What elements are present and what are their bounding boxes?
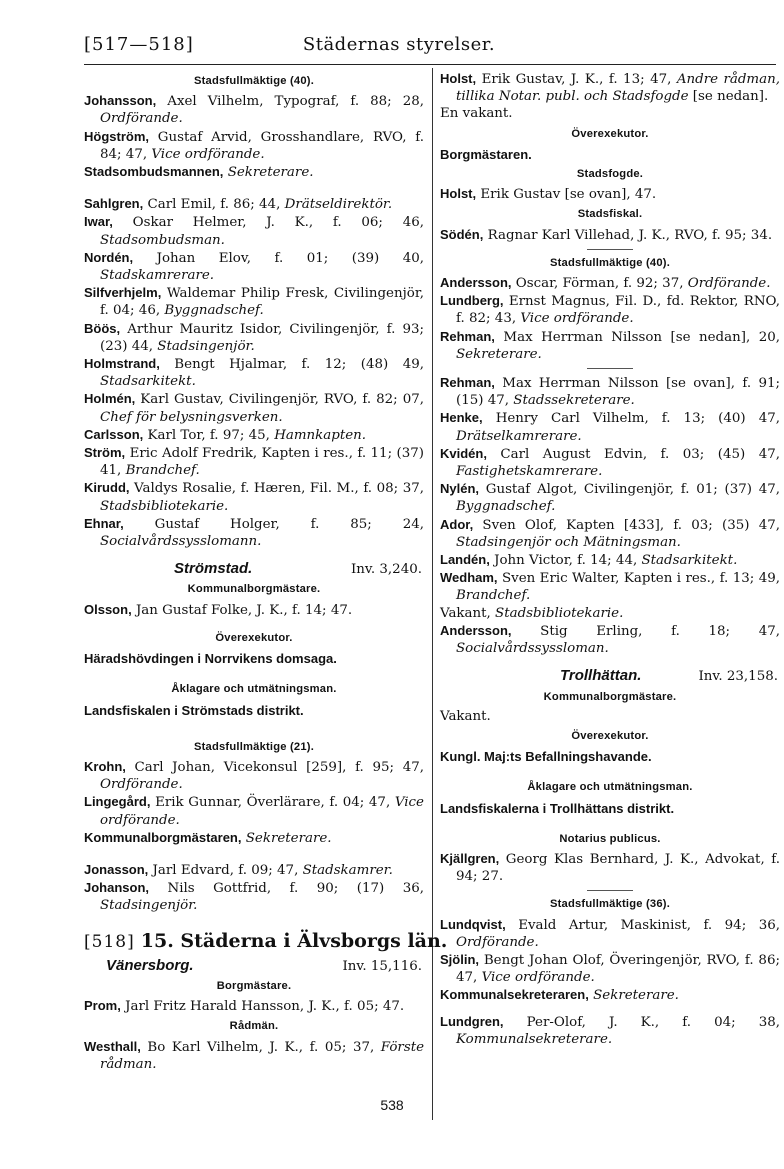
section-heading: Stadsfullmäktige (40). [549, 256, 671, 269]
entry: Westhall, Bo Karl Vilhelm, J. K., f. 05; 37, Förste rådman. [84, 1038, 424, 1072]
entry: Krohn, Carl Johan, Vicekonsul [259], f. 95; 47, Ordförande. [84, 758, 424, 793]
town-name: Trollhättan. [560, 667, 642, 685]
section-heading: Rådmän. [229, 1020, 279, 1033]
chapter-ref: [518] [84, 931, 135, 952]
entry: Lundqvist, Evald Artur, Maskinist, f. 94; 36, Ordförande. [440, 916, 780, 950]
office-holder: Landsfiskalen i Strömstads distrikt. [84, 702, 304, 718]
entry: Ström, Eric Adolf Fredrik, Kapten i res., f. 11; (37) 41, Brandchef. [84, 445, 424, 479]
entry: Carlsson, Karl Tor, f. 97; 45, Hamnkapten. [84, 426, 367, 443]
entry: Nordén, Johan Elov, f. 01; (39) 40, Stadskamrerare. [84, 249, 424, 284]
office-holder: Borgmästaren. [440, 146, 532, 162]
entry: Lundberg, Ernst Magnus, Fil. D., fd. Rektor, RNO, f. 82; 43, Vice ordförande. [440, 293, 780, 327]
column-divider [432, 68, 433, 1120]
entry: Nylén, Gustaf Algot, Civilingenjör, f. 01; (37) 47, Byggnadschef. [440, 481, 780, 515]
section-heading: Stadsfiskal. [577, 208, 643, 221]
entry: Ador, Sven Olof, Kapten [433], f. 03; (35) 47, Stadsingenjör och Mätningsman. [440, 516, 780, 550]
entry: Vakant, Stadsbibliotekarie. [440, 605, 624, 621]
entry: Lingegård, Erik Gunnar, Överlärare, f. 04; 47, Vice ordförande. [84, 794, 424, 828]
entry: Olsson, Jan Gustaf Folke, J. K., f. 14; 47. [84, 601, 353, 618]
entry: Södén, Ragnar Karl Villehad, J. K., RVO, f. 95; 34. [440, 226, 773, 243]
section-heading: Kommunalborgmästare. [543, 690, 677, 703]
separator-dash [587, 890, 633, 891]
vacancy-note: En vakant. [440, 106, 513, 122]
office-holder: Kungl. Maj:ts Befallningshavande. [440, 749, 652, 765]
section-heading: Stadsfullmäktige (40). [193, 75, 315, 87]
entry: Holmstrand, Bengt Hjalmar, f. 12; (48) 49, Stadsarkitekt. [84, 356, 424, 390]
entry: Johanson, Nils Gottfrid, f. 90; (17) 36, Stadsingenjör. [84, 880, 424, 914]
entry: Stadsombudsmannen, Sekreterare. [84, 164, 314, 181]
town-name: Strömstad. [174, 560, 253, 578]
town-population: Inv. 3,240. [351, 562, 422, 578]
entry: Ehnar, Gustaf Holger, f. 85; 24, Socialvårdssysslomann. [84, 515, 424, 550]
entry: Landén, John Victor, f. 14; 44, Stadsarkitekt. [440, 552, 738, 569]
section-heading: Borgmästare. [216, 979, 292, 992]
entry: Johansson, Axel Vilhelm, Typograf, f. 88; 28, Ordförande. [84, 93, 424, 127]
entry: Sahlgren, Carl Emil, f. 86; 44, Drätseldirektör. [84, 196, 393, 213]
header-rule [84, 64, 776, 65]
section-heading: Notarius publicus. [559, 832, 661, 845]
entry: Rehman, Max Herrman Nilsson [se nedan], 20, Sekreterare. [440, 328, 780, 362]
office-holder: Landsfiskalerna i Trollhättans distrikt. [440, 800, 675, 816]
entry: Silfverhjelm, Waldemar Philip Fresk, Civilingenjör, f. 04; 46, Byggnadschef. [84, 285, 424, 319]
section-heading: Överexekutor. [571, 729, 649, 742]
entry: Lundgren, Per-Olof, J. K., f. 04; 38, Kommunalsekreterare. [440, 1013, 780, 1047]
entry: Henke, Henry Carl Vilhelm, f. 13; (40) 47, Drätselkamrerare. [440, 410, 780, 444]
town-heading [84, 560, 424, 578]
entry: Andersson, Oscar, Förman, f. 92; 37, Ordförande. [440, 275, 771, 292]
running-title: Städernas styrelser. [302, 34, 496, 55]
page-number: 538 [380, 1097, 404, 1113]
entry: Holst, Erik Gustav, J. K., f. 13; 47, Andre rådman, tillika Notar. publ. och Stadsfogde [se nedan]. [440, 71, 780, 105]
entry: Holst, Erik Gustav [se ovan], 47. [440, 186, 657, 203]
entry: Jonasson, Jarl Edvard, f. 09; 47, Stadskamrer. [84, 861, 393, 878]
entry: Prom, Jarl Fritz Harald Hansson, J. K., f. 05; 47. [84, 998, 405, 1015]
entry: Wedham, Sven Eric Walter, Kapten i res., f. 13; 49, Brandchef. [440, 570, 780, 604]
section-heading: Stadsfogde. [576, 168, 644, 181]
entry: Böös, Arthur Mauritz Isidor, Civilingenjör, f. 93; (23) 44, Stadsingenjör. [84, 320, 424, 354]
section-heading: Stadsfullmäktige (21). [193, 740, 315, 753]
town-population: Inv. 15,116. [342, 958, 422, 974]
town-population: Inv. 23,158. [698, 669, 778, 685]
town-heading [84, 957, 424, 975]
entry: Rehman, Max Herrman Nilsson [se ovan], f. 91; (15) 47, Stadssekreterare. [440, 375, 780, 409]
entry: Högström, Gustaf Arvid, Grosshandlare, RVO, f. 84; 47, Vice ordförande. [84, 128, 424, 162]
chapter-heading [84, 929, 448, 952]
separator-dash [587, 368, 633, 369]
page-range: [517—518] [84, 34, 194, 55]
right-column [440, 70, 780, 1048]
left-column [84, 70, 448, 1073]
entry: Kommunalsekreteraren, Sekreterare. [440, 987, 679, 1004]
running-header [84, 34, 774, 62]
section-heading: Åklagare och utmätningsman. [527, 781, 693, 794]
section-heading: Stadsfullmäktige (36). [549, 898, 671, 911]
section-heading: Kommunalborgmästare. [187, 583, 321, 596]
entry: Sjölin, Bengt Johan Olof, Överingenjör, RVO, f. 86; 47, Vice ordförande. [440, 951, 780, 986]
entry: Kvidén, Carl August Edvin, f. 03; (45) 47, Fastighetskamrerare. [440, 445, 780, 480]
entry: Kjällgren, Georg Klas Bernhard, J. K., Advokat, f. 94; 27. [440, 850, 780, 885]
entry: Andersson, Stig Erling, f. 18; 47, Socialvårdssyssloman. [440, 622, 780, 657]
section-heading: Åklagare och utmätningsman. [171, 683, 337, 696]
separator-dash [587, 249, 633, 250]
entry: Iwar, Oskar Helmer, J. K., f. 06; 46, Stadsombudsman. [84, 214, 424, 248]
chapter-title: 15. Städerna i Älvsborgs län. [140, 929, 448, 952]
section-heading: Överexekutor. [571, 127, 649, 140]
vacancy-note: Vakant. [440, 708, 491, 724]
office-holder: Häradshövdingen i Norrvikens domsaga. [84, 651, 337, 667]
entry: Kirudd, Valdys Rosalie, f. Hæren, Fil. M., f. 08; 37, Stadsbibliotekarie. [84, 480, 424, 514]
town-heading [440, 667, 780, 685]
entry: Holmén, Karl Gustav, Civilingenjör, RVO, f. 82; 07, Chef för belysningsverken. [84, 391, 424, 425]
town-name: Vänersborg. [106, 956, 194, 974]
entry: Kommunalborgmästaren, Sekreterare. [84, 829, 332, 846]
section-heading: Överexekutor. [215, 631, 293, 644]
